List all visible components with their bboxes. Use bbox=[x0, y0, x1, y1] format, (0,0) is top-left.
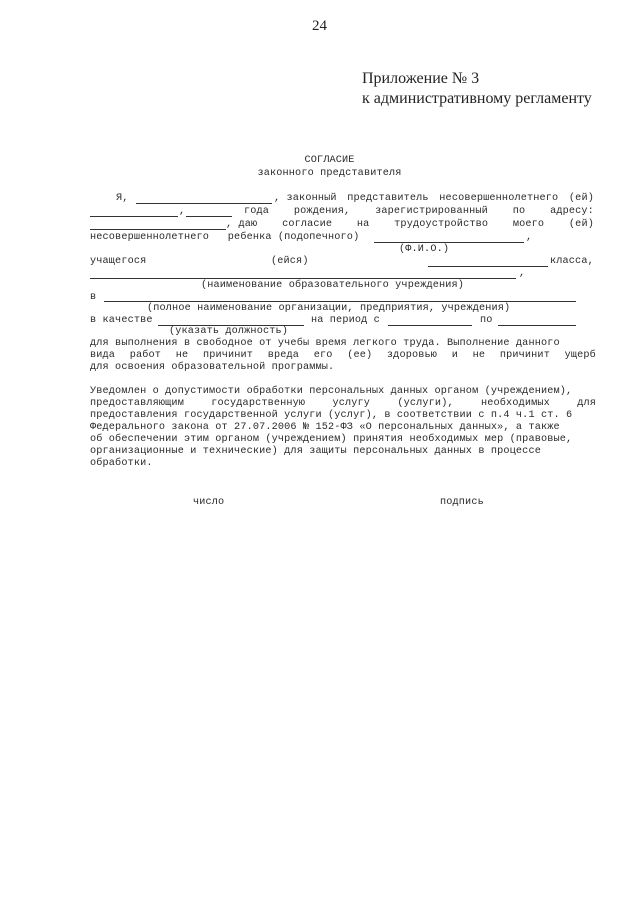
line3-word: моего bbox=[512, 219, 545, 230]
line2-word: рождения, bbox=[293, 206, 351, 217]
para2-line7: обработки. bbox=[90, 458, 153, 469]
para2-line3: предоставления государственной услуги (услуг), в соответствии с п.4 ч.1 ст. 6 bbox=[90, 410, 573, 421]
line2-word: по bbox=[512, 206, 526, 217]
para1-word: причинит bbox=[499, 350, 550, 361]
line5-middle: (ейся) bbox=[271, 256, 309, 267]
organization-field-line[interactable] bbox=[104, 301, 576, 302]
signature-label: подпись bbox=[440, 497, 484, 508]
line2-word: зарегистрированный bbox=[375, 206, 488, 217]
line1-text bbox=[274, 193, 594, 204]
para2-word: предоставляющим bbox=[90, 398, 184, 409]
birth-year-field-line[interactable] bbox=[186, 216, 232, 217]
line4-text: несовершеннолетнего ребенка (подопечного) bbox=[90, 232, 360, 243]
line3-word: трудоустройство bbox=[394, 219, 489, 230]
line6-end: , bbox=[519, 268, 526, 279]
para2-line2 bbox=[90, 398, 596, 409]
birth-day-field-line[interactable] bbox=[90, 216, 178, 217]
para1-line1: для выполнения в свободное от учебы время легкого труда. Выполнение данного bbox=[90, 338, 560, 349]
line5-start: учащегося bbox=[90, 256, 147, 267]
line2-word: года bbox=[244, 206, 270, 217]
child-name-field-line[interactable] bbox=[374, 242, 524, 243]
line4-end: , bbox=[526, 232, 533, 243]
para2-line6: организационные и технические) для защиты персональных данных в процессе bbox=[90, 446, 541, 457]
form-subtitle: законного представителя bbox=[257, 168, 402, 179]
line1-word: представитель bbox=[347, 193, 429, 204]
line7-start: в bbox=[90, 292, 97, 303]
para2-line1: Уведомлен о допустимости обработки персональных данных органом (учреждением), bbox=[90, 386, 573, 397]
grade-field-line[interactable] bbox=[428, 266, 548, 267]
para2-word: необходимых bbox=[481, 398, 550, 409]
line5-end: класса, bbox=[550, 256, 594, 267]
name-field-line[interactable] bbox=[136, 203, 272, 204]
form-title: СОГЛАСИЕ bbox=[304, 155, 355, 166]
para1-word: и bbox=[451, 350, 458, 361]
para1-word: вида bbox=[90, 350, 116, 361]
para2-line4: Федерального закона от 27.07.2006 № 152-ФЗ «О персональных данных», а также bbox=[90, 422, 560, 433]
line8-start: в качестве bbox=[90, 315, 153, 326]
school-caption: (наименование образовательного учреждения) bbox=[201, 280, 465, 291]
para1-word: (ее) bbox=[347, 350, 373, 361]
para1-word: не bbox=[175, 350, 189, 361]
line1-word: несовершеннолетнего bbox=[439, 193, 559, 204]
date-label: число bbox=[193, 497, 225, 508]
line8-period: на период с bbox=[311, 315, 380, 326]
para1-word: вреда bbox=[267, 350, 300, 361]
address-field-line[interactable] bbox=[90, 229, 226, 230]
line3-word: на bbox=[356, 219, 370, 230]
line3-word: согласие bbox=[282, 219, 333, 230]
para1-line3: для освоения образовательной программы. bbox=[90, 362, 335, 373]
line1-start: Я, bbox=[116, 193, 129, 204]
line3-word: , даю bbox=[226, 219, 258, 230]
period-start-field-line[interactable] bbox=[388, 325, 472, 326]
appendix-subtitle: к административному регламенту bbox=[362, 90, 592, 107]
para1-word: ущерб bbox=[564, 350, 596, 361]
para1-word: работ bbox=[129, 350, 162, 361]
line2-word: адресу: bbox=[550, 206, 594, 217]
para1-line2 bbox=[90, 350, 596, 361]
position-caption: (указать должность) bbox=[169, 326, 289, 337]
line1-word: (ей) bbox=[568, 193, 594, 204]
period-end-field-line[interactable] bbox=[498, 325, 576, 326]
para1-word: его bbox=[313, 350, 333, 361]
school-field-line[interactable] bbox=[90, 278, 516, 279]
organization-caption: (полное наименование организации, предприятия, учреждения) bbox=[147, 303, 511, 314]
line2-sep: , bbox=[179, 206, 186, 217]
line3-word: (ей) bbox=[568, 219, 594, 230]
para2-word: (услуги), bbox=[397, 398, 454, 409]
para1-word: не bbox=[472, 350, 486, 361]
appendix-title: Приложение № 3 bbox=[362, 70, 480, 87]
para1-word: здоровью bbox=[386, 350, 438, 361]
para1-word: причинит bbox=[202, 350, 254, 361]
line8-to: по bbox=[480, 315, 493, 326]
fio-caption: (Ф.И.О.) bbox=[399, 244, 450, 255]
para2-line5: об обеспечении этим органом (учреждением) принятия необходимых мер (правовые, bbox=[90, 434, 573, 445]
para2-word: государственную bbox=[211, 398, 306, 409]
line1-word: , законный bbox=[274, 193, 337, 204]
line3-text bbox=[226, 219, 594, 230]
page-number: 24 bbox=[312, 18, 327, 34]
line2-text bbox=[244, 206, 594, 217]
para2-word: услугу bbox=[332, 398, 371, 409]
para2-word: для bbox=[577, 398, 596, 409]
